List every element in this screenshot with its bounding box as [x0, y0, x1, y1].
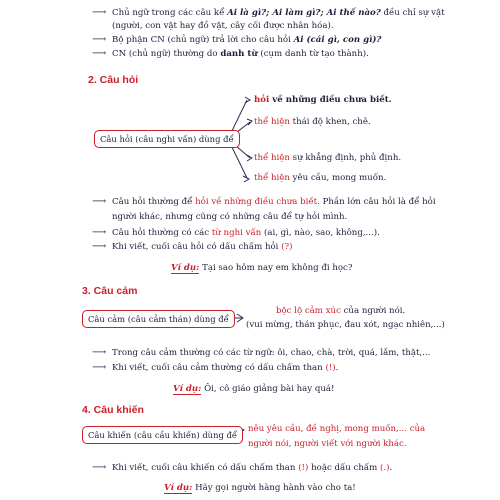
bullet-arrow-icon: ⟶ [92, 7, 107, 18]
cau-cam-para-1: Trong câu cảm thường có các từ ngữ: ôi, chao, chà, trời, quá, lắm, thật,... [112, 348, 431, 358]
intro-line-3: CN (chủ ngữ) thường do danh từ (cụm danh từ tạo thành). [112, 49, 369, 59]
cau-hoi-example: Ví dụ: Tại sao hôm nay em không đi học? [171, 263, 353, 273]
bullet-arrow-icon: ⟶ [92, 462, 107, 473]
cau-khien-example: Ví dụ: Hãy gọi người hàng hành vào cho ta! [164, 483, 356, 493]
intro-line-2: Bộ phận CN (chủ ngữ) trả lời cho câu hỏi Ai (cái gì, con gì)? [112, 35, 382, 45]
bullet-arrow-icon: ⟶ [92, 48, 107, 59]
cau-khien-para-1: Khi viết, cuối câu khiến có dấu chấm than (!) hoặc dấu chấm (.). [112, 463, 393, 473]
cau-hoi-box: Câu hỏi (câu nghi vấn) dùng để [94, 130, 240, 148]
bullet-arrow-icon: ⟶ [92, 362, 107, 373]
intro-line-1: Chủ ngữ trong các câu kể Ai là gì?; Ai làm gì?; Ai thế nào? đều chỉ sự vật [112, 8, 445, 18]
section-heading-cau-khien: 4. Câu khiến [82, 404, 144, 416]
bullet-arrow-icon: ⟶ [92, 227, 107, 238]
section-heading-cau-cam: 3. Câu cảm [82, 285, 138, 297]
cau-hoi-para-3: Khi viết, cuối câu hỏi có dấu chấm hỏi (?) [112, 242, 293, 252]
cau-hoi-branch-4: thể hiện yêu cầu, mong muốn. [254, 173, 387, 183]
cau-cam-desc-1: bộc lộ cảm xúc của người nói. [276, 306, 406, 316]
bullet-arrow-icon: ⟶ [92, 347, 107, 358]
bullet-arrow-icon: ⟶ [92, 241, 107, 252]
cau-hoi-para-1b: người khác, nhưng cũng có những câu để tự hỏi mình. [112, 212, 348, 222]
section-heading-cau-hoi: 2. Câu hỏi [88, 74, 139, 86]
cau-hoi-branch-1: hỏi về những điều chưa biết. [254, 95, 392, 105]
cau-cam-example: Ví dụ: Ôi, cô giáo giảng bài hay quá! [173, 384, 335, 394]
cau-hoi-para-1: Câu hỏi thường để hỏi về những điều chưa biết. Phần lớn câu hỏi là để hỏi [112, 197, 436, 207]
cau-cam-box: Câu cảm (câu cảm thán) dùng để [82, 310, 235, 328]
cau-hoi-para-2: Câu hỏi thường có các từ nghi vấn (ai, gì, nào, sao, không,...). [112, 228, 380, 238]
cau-cam-para-2: Khi viết, cuối câu cảm thường có dấu chấm than (!). [112, 363, 339, 373]
intro-line-1b: (người, con vật hay đồ vật, cây cối được nhân hóa). [112, 21, 334, 31]
cau-khien-desc-1: nêu yêu cầu, đề nghị, mong muốn,... của [248, 424, 426, 434]
cau-cam-desc-2: (vui mừng, thán phục, đau xót, ngạc nhiên,...) [246, 320, 445, 330]
cau-khien-box: Câu khiến (câu cầu khiến) dùng để [82, 426, 243, 444]
bullet-arrow-icon: ⟶ [92, 196, 107, 207]
cau-khien-desc-2: người nói, người viết với người khác. [248, 439, 407, 449]
cau-hoi-branch-3: thể hiện sự khẳng định, phủ định. [254, 153, 402, 163]
bullet-arrow-icon: ⟶ [92, 34, 107, 45]
cau-hoi-branch-2: thể hiện thái độ khen, chê. [254, 117, 371, 127]
